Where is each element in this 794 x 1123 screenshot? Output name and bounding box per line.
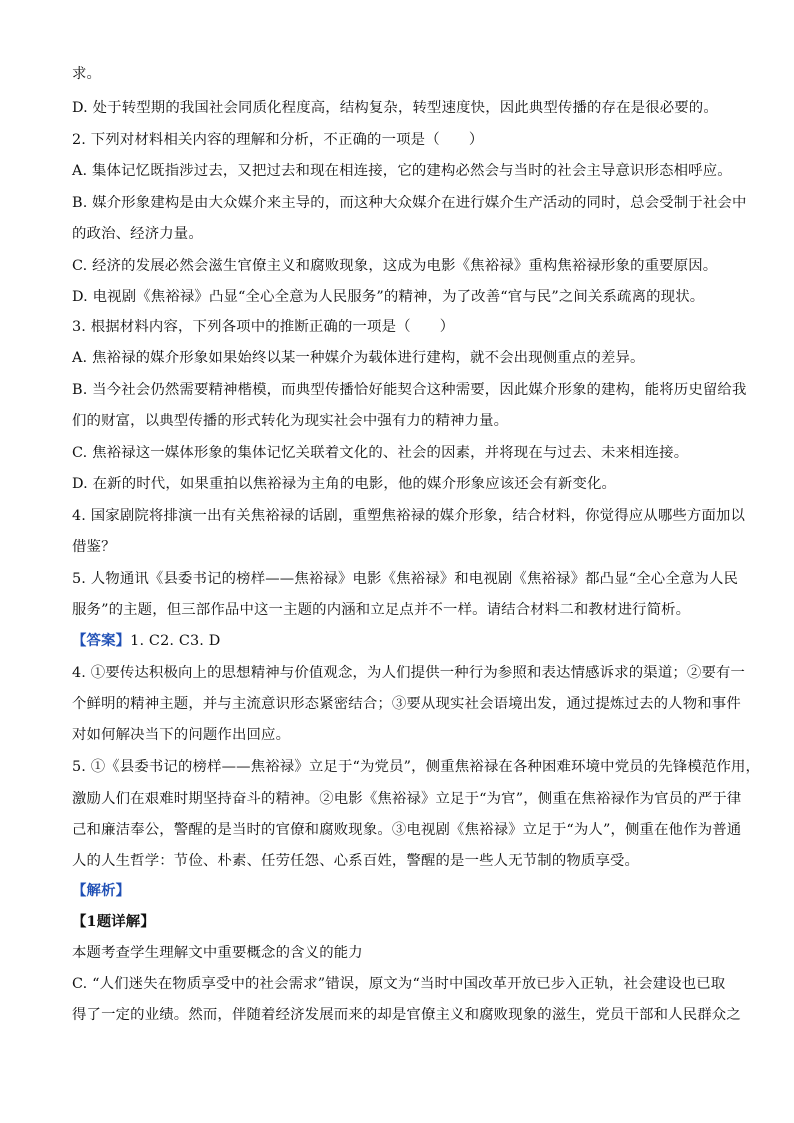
answer-values: 1. C2. C3. D	[130, 633, 221, 649]
text-line: 借鉴？	[72, 539, 116, 555]
text-line: 服务”的主题，但三部作品中这一主题的内涵和立足点并不一样。请结合材料二和教材进行简析。	[72, 602, 691, 618]
option-d: D. 处于转型期的我国社会同质化程度高，结构复杂，转型速度快，因此典型传播的存在是很必要的。	[72, 100, 718, 116]
option-b: B. 当今社会仍然需要精神楷模，而典型传播恰好能契合这种需要，因此媒介形象的建构，能将历史留给我	[72, 382, 747, 398]
option-c: C. “人们迷失在物质享受中的社会需求”错误，原文为“当时中国改革开放已步入正轨，社会建设也已取	[72, 976, 726, 992]
text-line: 本题考查学生理解文中重要概念的含义的能力	[72, 945, 363, 961]
option-a: A. 焦裕禄的媒介形象如果始终以某一种媒介为载体进行建构，就不会出现侧重点的差异。	[72, 350, 645, 366]
text-line: 激励人们在艰难时期坚持奋斗的精神。②电影《焦裕禄》立足于“为官”，侧重在焦裕禄作为官员的严于律	[72, 791, 742, 807]
text-line: 人的人生哲学：节俭、朴素、任劳任怨、心系百姓，警醒的是一些人无节制的物质享受。	[72, 853, 640, 869]
analysis-label: 【解析】	[72, 882, 131, 899]
answer-5: 5. ①《县委书记的榜样——焦裕禄》立足于“为党员”，侧重焦裕禄在各种困难环境中党员的先锋模范作用，	[72, 759, 761, 775]
section-heading: 【1题详解】	[72, 913, 155, 930]
answer-4: 4. ①要传达积极向上的思想精神与价值观念，为人们提供一种行为参照和表达情感诉求的渠道；②要有一	[72, 665, 746, 681]
text-line: 们的财富，以典型传播的形式转化为现实社会中强有力的精神力量。	[72, 413, 509, 429]
question-5: 5. 人物通讯《县委书记的榜样——焦裕禄》电影《焦裕禄》和电视剧《焦裕禄》都凸显“全心全意为人民	[72, 571, 739, 587]
text-line: 个鲜明的精神主题，并与主流意识形态紧密结合；③要从现实社会语境出发，通过提炼过去的人物和事件	[72, 696, 741, 712]
option-b: B. 媒介形象建构是由大众媒介来主导的，而这种大众媒介在进行媒介生产活动的同时，总会受制于社会中	[72, 195, 747, 211]
answer-label: 【答案】	[72, 632, 131, 649]
option-d: D. 电视剧《焦裕禄》凸显“全心全意为人民服务”的精神，为了改善“官与民”之间关系疏离的现状。	[72, 289, 705, 305]
answer-row	[72, 631, 732, 651]
text-line: 求。	[72, 66, 102, 82]
option-c: C. 经济的发展必然会滋生官僚主义和腐败现象，这成为电影《焦裕禄》重构焦裕禄形象的重要原因。	[72, 258, 718, 274]
text-line: 对如何解决当下的问题作出回应。	[72, 727, 291, 743]
text-line: 得了一定的业绩。然而，伴随着经济发展而来的却是官僚主义和腐败现象的滋生，党员干部和人民群众之	[72, 1007, 741, 1023]
question-4: 4. 国家剧院将排演一出有关焦裕禄的话剧，重塑焦裕禄的媒介形象，结合材料，你觉得应从哪些方面加以	[72, 508, 746, 524]
text-line: 己和廉洁奉公，警醒的是当时的官僚和腐败现象。③电视剧《焦裕禄》立足于“为人”，侧重在他作为普通	[72, 822, 742, 838]
question-2: 2. 下列对材料相关内容的理解和分析，不正确的一项是（ ）	[72, 132, 484, 148]
option-a: A. 集体记忆既指涉过去，又把过去和现在相连接，它的建构必然会与当时的社会主导意识形态相呼应。	[72, 163, 732, 179]
question-3: 3. 根据材料内容，下列各项中的推断正确的一项是（ ）	[72, 319, 455, 335]
text-line: 的政治、经济力量。	[72, 226, 203, 242]
option-c: C. 焦裕禄这一媒体形象的集体记忆关联着文化的、社会的因素，并将现在与过去、未来相连接。	[72, 445, 689, 461]
option-d: D. 在新的时代，如果重拍以焦裕禄为主角的电影，他的媒介形象应该还会有新变化。	[72, 476, 617, 492]
